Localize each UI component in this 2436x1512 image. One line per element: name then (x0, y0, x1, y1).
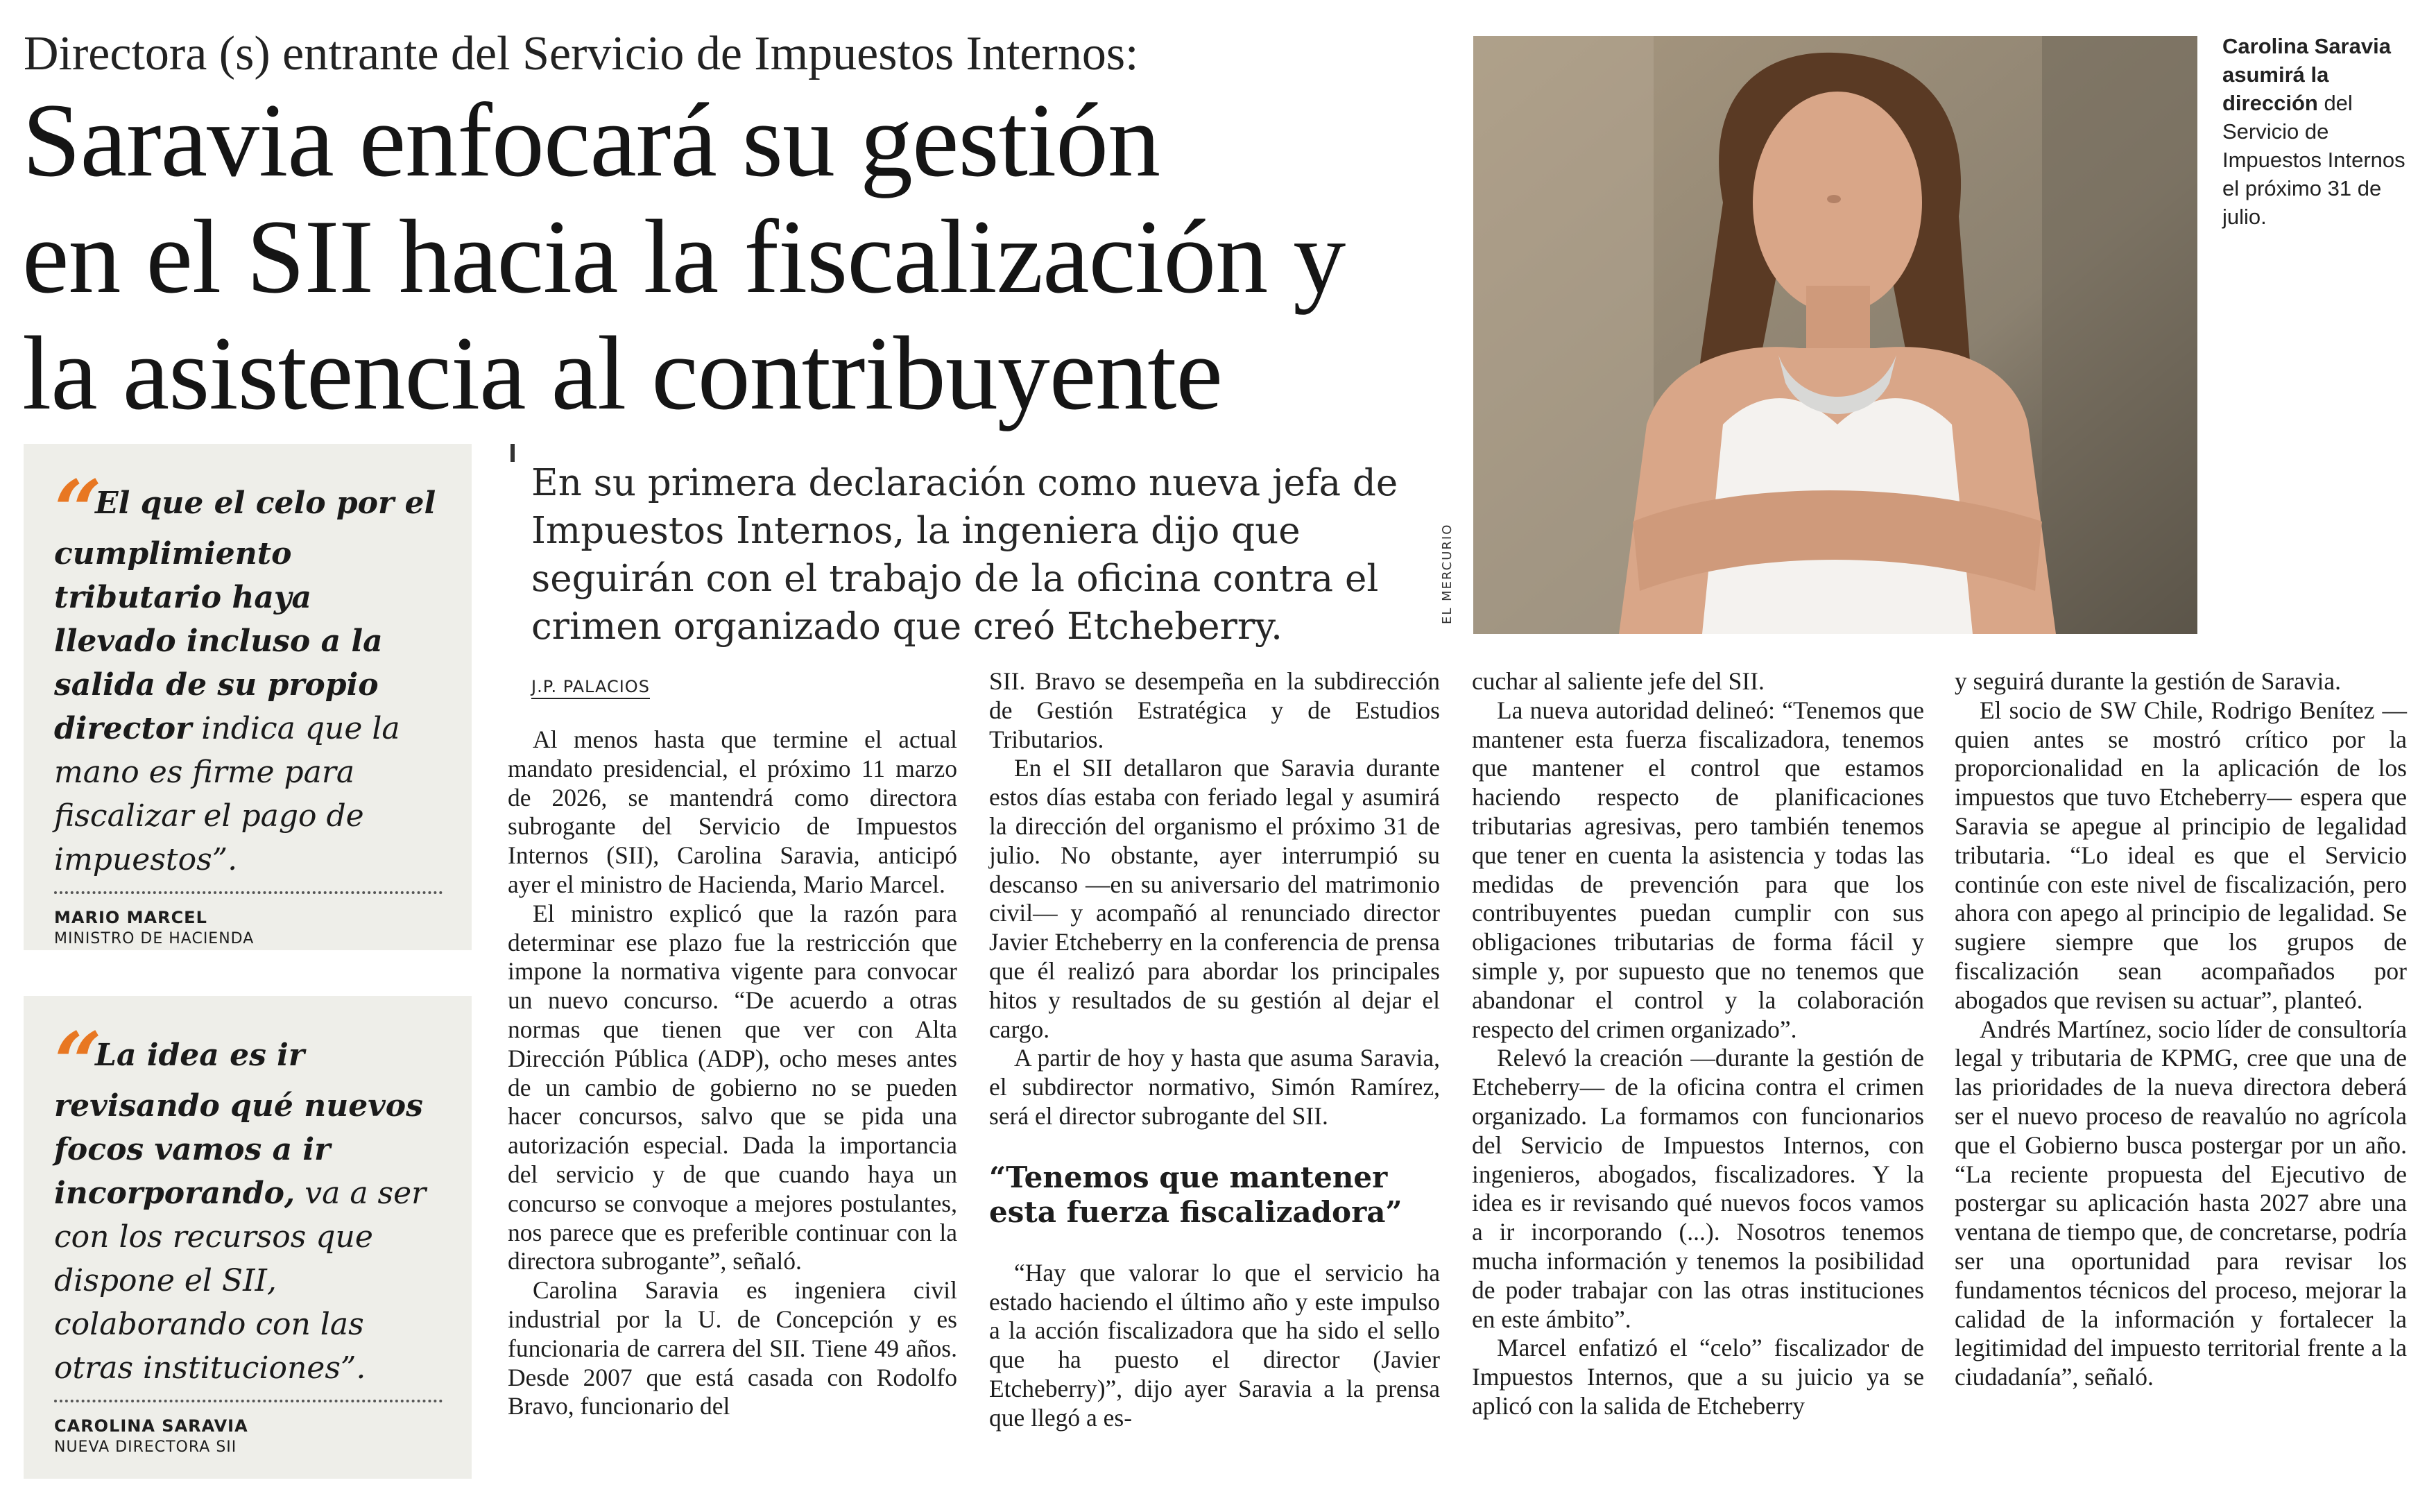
quote-text: va a ser con los recursos que dispone el SII, colaborando con las otras instituciones”. (54, 1176, 427, 1386)
quote-text: indica que la mano es firme para fiscalizar el pago de impuestos”. (54, 711, 400, 877)
headline-line-1: Saravia enfocará su gestión (22, 82, 1160, 198)
quote-author-name: MARIO MARCEL (54, 908, 207, 927)
quote-mark-icon: “ (54, 462, 90, 560)
paragraph: Relevó la creación —durante la gestión de Etcheberry— de la oficina contra el crimen organizado. La formamos con funcionarios del Servicio de Impuestos Internos, con ingenieros, abogados, fiscalizadores. Y la idea es ir revisando qué nuevos focos vamos a ir incorporando (...). Nosotros tenemos mucha información y tenemos la posibilidad de poder trabajar con las otras instituciones en este ámbito”. (1472, 1044, 1924, 1333)
article-column-4 (1955, 667, 2407, 1392)
paragraph: En el SII detallaron que Saravia durante estos días estaba con feriado legal y asumirá la dirección del organismo el próximo 31 de julio. No obstante, ayer interrumpió su descanso —en su aniversario del matrimonio civil— y acompañó al renunciado director Javier Etcheberry en la conferencia de prensa que él realizó para abordar los principales hitos y resultados de su gestión al dejar el cargo. (989, 754, 1440, 1043)
lead-marker (511, 444, 515, 462)
caption-text: del Servicio de Impuestos Internos el próximo 31 de julio. (2222, 91, 2405, 229)
paragraph: Marcel enfatizó el “celo” fiscalizador de Impuestos Internos, que a su juicio ya se aplicó con la salida de Etcheberry (1472, 1334, 1924, 1420)
paragraph: Al menos hasta que termine el actual mandato presidencial, el próximo 11 marzo de 2026, se mantendrá como directora subrogante del Servicio de Impuestos Internos (SII), Carolina Saravia, anticipó ayer el ministro de Hacienda, Mario Marcel. (508, 725, 957, 898)
pull-quote-saravia (24, 996, 472, 1479)
photo-credit: EL MERCURIO (1440, 523, 1455, 624)
paragraph: Andrés Martínez, socio líder de consultoría legal y tributaria de KPMG, cree que una de las prioridades de la nueva directora deberá ser el nuevo proceso de reavalúo no agrícola que el Gobierno busca postergar por un año. “La reciente propuesta del Ejecutivo de postergar su aplicación hasta 2027 abre una ventana de tiempo que, de concretarse, podría ser una oportunidad para revisar los fundamentos técnicos del proceso, mejorar la calidad de la información y fortalecer la legitimidad del impuesto territorial frente a la ciudadanía”, señaló. (1955, 1015, 2407, 1391)
quote-bold-text: El que el celo por el cumplimiento tributario haya llevado incluso a la salida de su propio director (54, 486, 436, 746)
kicker: Directora (s) entrante del Servicio de Impuestos Internos: (24, 27, 1139, 80)
article-column-3 (1472, 667, 1924, 1421)
paragraph: A partir de hoy y hasta que asuma Saravia, el subdirector normativo, Simón Ramírez, será el director subrogante del SII. (989, 1044, 1440, 1130)
quote-divider (54, 1400, 443, 1402)
paragraph: cuchar al saliente jefe del SII. (1472, 667, 1765, 695)
paragraph: El ministro explicó que la razón para determinar ese plazo fue la restricción que impone la normativa vigente para convocar un nuevo concurso. “De acuerdo a otras normas que tienen que ver con Alta Dirección Pública (ADP), ocho meses antes de un cambio de gobierno no se pueden hacer concursos, salvo que se pida una autorización especial. Dada la importancia del servicio y de que cuando haya un concurso se convoque a mejores postulantes, nos parece que es preferible continuar con la directora subrogante”, señaló. (508, 899, 957, 1275)
quote-divider (54, 891, 443, 894)
caption-bold: Carolina Saravia asumirá la dirección (2222, 34, 2391, 115)
portrait-illustration (1473, 36, 2197, 634)
paragraph: La nueva autoridad delineó: “Tenemos que mantener esta fuerza fiscalizadora, tenemos que mantener el control que estamos haciendo respecto de planificaciones tributarias agresivas, pero también tenemos que tener en cuenta la asistencia y todas las medidas de prevención para que los contribuyentes puedan cumplir con sus obligaciones tributarias de forma fácil y simple y, por supuesto que no tenemos que abandonar el control y la colaboración respecto del crimen organizado”. (1472, 696, 1924, 1043)
article-column-2 (989, 667, 1440, 1433)
quote-author-name: CAROLINA SARAVIA (54, 1416, 248, 1436)
lead-paragraph: En su primera declaración como nueva jefa de Impuestos Internos, la ingeniera dijo que seguirán con el trabajo de la oficina contra el crimen organizado que creó Etcheberry. (531, 462, 1398, 648)
headline-line-3: la asistencia al contribuyente (22, 315, 1222, 431)
paragraph: El socio de SW Chile, Rodrigo Benítez —quien antes se mostró crítico por la proporcionalidad en la aplicación de los impuestos que tuvo Etcheberry— espera que Saravia se apegue al principio de legalidad tributaria. “Lo ideal es que el Servicio continúe con este nivel de fiscalización, pero ahora con apego al principio de legalidad. Se sugiere siempre que los grupos de fiscalización sean acompañados por abogados que revisen su actuar”, planteó. (1955, 696, 2407, 1014)
quote-author-role: MINISTRO DE HACIENDA (54, 930, 255, 947)
byline: J.P. PALACIOS (531, 677, 650, 699)
photo-caption (2222, 32, 2417, 231)
paragraph: SII. Bravo se desempeña en la subdirección de Gestión Estratégica y de Estudios Tributarios. (989, 667, 1440, 753)
paragraph: “Hay que valorar lo que el servicio ha estado haciendo el último año y este impulso a la acción fiscalizadora que ha sido el sello que ha puesto el director (Javier Etcheberry)”, dijo ayer Saravia a la prensa que llegó a es- (989, 1258, 1440, 1432)
pull-quote-marcel (24, 444, 472, 950)
quote-bold-text: La idea es ir revisando qué nuevos focos vamos a ir incorporando, (54, 1038, 423, 1211)
quote-author-role: NUEVA DIRECTORA SII (54, 1438, 237, 1456)
quote-mark-icon: “ (54, 1014, 90, 1112)
paragraph: y seguirá durante la gestión de Saravia. (1955, 667, 2341, 695)
article-column-1 (508, 725, 957, 1421)
headline (22, 82, 1451, 431)
portrait-photo (1473, 36, 2197, 634)
headline-line-2: en el SII hacia la fiscalización y (22, 198, 1346, 315)
section-subhead: “Tenemos que mantener esta fuerza fiscalizadora” (989, 1160, 1403, 1229)
paragraph: Carolina Saravia es ingeniera civil industrial por la U. de Concepción y es funcionaria de carrera del SII. Tiene 49 años. Desde 2007 que está casada con Rodolfo Bravo, funcionario del (508, 1276, 957, 1420)
